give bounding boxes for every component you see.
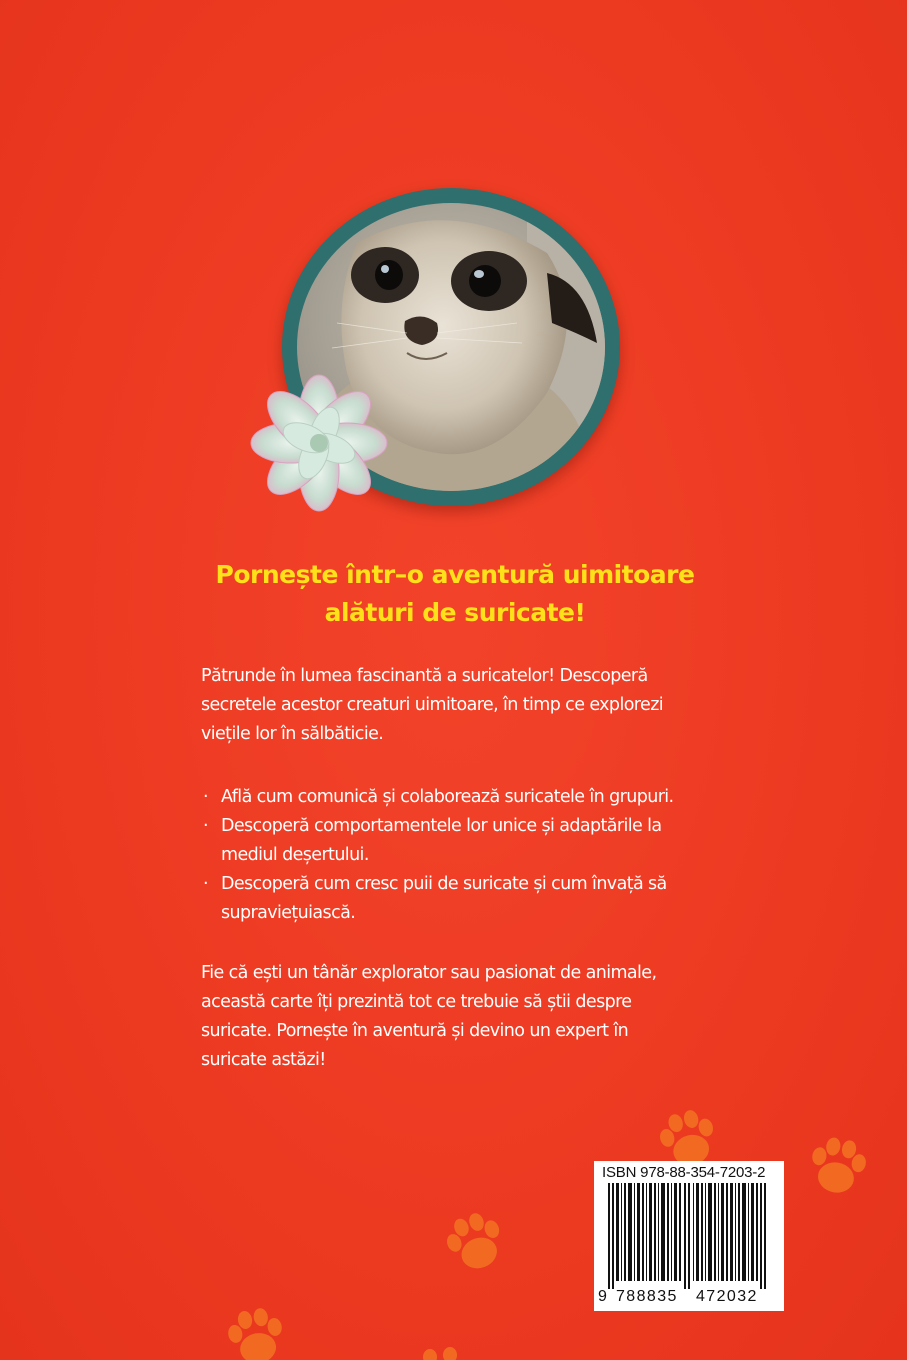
text-line: mediul deșertului.	[221, 845, 369, 865]
paw-print-icon	[410, 1345, 480, 1360]
barcode-digit-first: 9	[598, 1288, 607, 1305]
barcode-digits-left: 788835	[616, 1288, 678, 1305]
isbn-label: ISBN 978-88-354-7203-2	[602, 1164, 766, 1181]
text-line: suricate astăzi!	[201, 1050, 326, 1070]
outro-paragraph	[201, 959, 701, 1075]
text-line: această carte îți prezintă tot ce trebuie să știi despre	[201, 992, 632, 1012]
isbn-barcode	[594, 1161, 784, 1311]
bullet-marker: ·	[203, 816, 208, 836]
text-line: viețile lor în sălbăticie.	[201, 724, 384, 744]
bullet-list	[201, 783, 701, 928]
bullet-item	[201, 870, 701, 928]
headline-line: Pornește într–o aventură uimitoare	[215, 560, 695, 589]
text-line: Descoperă comportamentele lor unice și adaptările la	[221, 816, 662, 836]
bullet-item	[201, 812, 701, 870]
bullet-marker: ·	[203, 787, 208, 807]
headline-line: alături de suricate!	[324, 598, 586, 627]
bullet-item	[201, 783, 701, 812]
text-line: Pătrunde în lumea fascinantă a suricatelor! Descoperă	[201, 666, 648, 686]
text-line: Află cum comunică și colaborează suricatele în grupuri.	[221, 787, 674, 807]
barcode-bars	[608, 1183, 772, 1289]
text-line: supraviețuiască.	[221, 903, 356, 923]
paw-print-icon	[800, 1130, 880, 1202]
text-line: Descoperă cum cresc puii de suricate și cum învață să	[221, 874, 667, 894]
bullet-marker: ·	[203, 874, 208, 894]
succulent-illustration	[245, 372, 393, 514]
text-line: Fie că ești un tânăr explorator sau pasionat de animale,	[201, 963, 657, 983]
paw-print-icon	[437, 1205, 517, 1277]
intro-paragraph	[201, 662, 701, 749]
text-line: secretele acestor creaturi uimitoare, în timp ce explorezi	[201, 695, 664, 715]
text-line: suricate. Pornește în aventură și devino un expert în	[201, 1021, 629, 1041]
paw-print-icon	[218, 1300, 298, 1360]
headline	[180, 556, 730, 632]
barcode-digits-right: 472032	[696, 1288, 758, 1305]
